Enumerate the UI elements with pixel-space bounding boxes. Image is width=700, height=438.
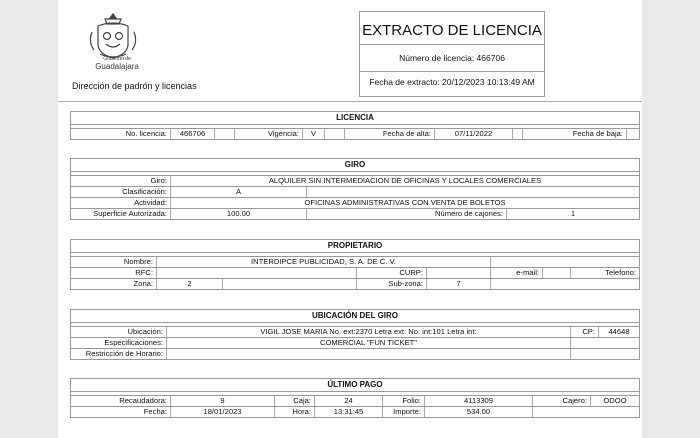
label: Superficie Autorizada: [71, 209, 171, 219]
restriccion-row [70, 349, 640, 360]
cp-value: 44648 [608, 327, 630, 336]
document-page [58, 0, 642, 438]
cajero-value: ODOO [603, 396, 627, 405]
label: Telefono: [605, 268, 636, 277]
caja-value: 24 [315, 396, 383, 406]
alta-value: 07/11/2022 [435, 129, 513, 139]
label: Sub-zona: [357, 279, 427, 289]
label: Nombre: [71, 257, 157, 267]
ubicacion-row [70, 326, 640, 338]
recaudadora-value: 9 [171, 396, 275, 406]
ubicacion-section [70, 309, 640, 360]
superficie-row [70, 209, 640, 220]
header-separator [58, 101, 642, 102]
label: Restricción de Horario: [71, 349, 167, 359]
logo-line2: Guadalajara [95, 62, 139, 71]
giro-row [70, 175, 640, 187]
label: Cajero: [533, 396, 591, 406]
actividad-value: OFICINAS ADMINISTRATIVAS CON VENTA DE BOLETOS [304, 198, 506, 207]
divider [360, 71, 544, 72]
vigencia-value: V [303, 129, 325, 139]
label: Giro: [71, 176, 171, 186]
cajones-value: 1 [570, 209, 576, 218]
zona-value: 2 [157, 279, 223, 289]
giro-value: ALQUILER SIN INTERMEDIACION DE OFICINAS Y LOCALES COMERCIALES [268, 176, 542, 185]
label: Fecha de alta: [345, 129, 435, 139]
logo-wordmark [72, 56, 162, 71]
superficie-value: 100.00 [171, 209, 307, 219]
section-header: UBICACIÓN DEL GIRO [70, 309, 640, 323]
clasificacion-row [70, 187, 640, 198]
section-header: ÚLTIMO PAGO [70, 378, 640, 392]
licencia-section [70, 111, 640, 140]
label: CP: [571, 327, 599, 337]
label: No. licencia: [71, 129, 171, 139]
label: RFC: [71, 268, 157, 278]
nombre-value: INTERDIPCE PUBLICIDAD, S. A. DE C. V. [157, 257, 491, 267]
label: Fecha: [71, 407, 171, 417]
licencia-row [70, 128, 640, 140]
document-title: EXTRACTO DE LICENCIA [362, 22, 542, 39]
label: Número de cajones: [307, 209, 507, 219]
label: Clasificación: [71, 187, 171, 197]
label: Zona: [71, 279, 157, 289]
label: Folio: [383, 396, 425, 406]
label: Vigencia: [235, 129, 303, 139]
label: Actividad: [71, 198, 171, 208]
pago-row-2 [70, 407, 640, 418]
subzona-value: 7 [427, 279, 491, 289]
label: CURP: [357, 268, 427, 278]
label: Recaudadora: [71, 396, 171, 406]
importe-value: 534.00 [425, 407, 533, 417]
label: Especificaciones: [71, 338, 167, 348]
ultimo-pago-section [70, 378, 640, 418]
label: Ubicación: [71, 327, 167, 337]
hora-value: 13:31:45 [315, 407, 383, 417]
zona-row [70, 279, 640, 290]
rfc-row [70, 268, 640, 279]
label: Hora: [275, 407, 315, 417]
pago-row-1 [70, 395, 640, 407]
ubicacion-value: VIGIL JOSE MARIA No. ext:2370 Letra ext: No. int:101 Letra int: [167, 327, 571, 337]
clasificacion-value: A [171, 187, 307, 197]
section-header: PROPIETARIO [70, 239, 640, 253]
nombre-row [70, 256, 640, 268]
propietario-section [70, 239, 640, 290]
especificaciones-value: COMERCIAL "FUN TICKET" [167, 338, 571, 348]
folio-value: 4113309 [425, 396, 533, 406]
fecha-value: 18/01/2023 [171, 407, 275, 417]
license-number: Número de licencia: 466706 [399, 53, 505, 63]
license-no-value: 466706 [171, 129, 215, 139]
giro-section [70, 158, 640, 220]
especificaciones-row [70, 338, 640, 349]
label: Importe: [383, 407, 425, 417]
divider [360, 44, 544, 45]
logo-line1: Gobierno de [103, 56, 131, 62]
section-header: GIRO [70, 158, 640, 172]
section-header: LICENCIA [70, 111, 640, 125]
label: Fecha de baja: [523, 129, 627, 139]
label: Caja: [275, 396, 315, 406]
label: e-mail: [491, 268, 543, 278]
extract-title-box [359, 11, 545, 97]
extract-date: Fecha de extracto: 20/12/2023 10:13:49 AM [369, 77, 535, 87]
department-name: Dirección de padrón y licencias [72, 81, 197, 91]
actividad-row [70, 198, 640, 209]
baja-value [627, 129, 639, 139]
